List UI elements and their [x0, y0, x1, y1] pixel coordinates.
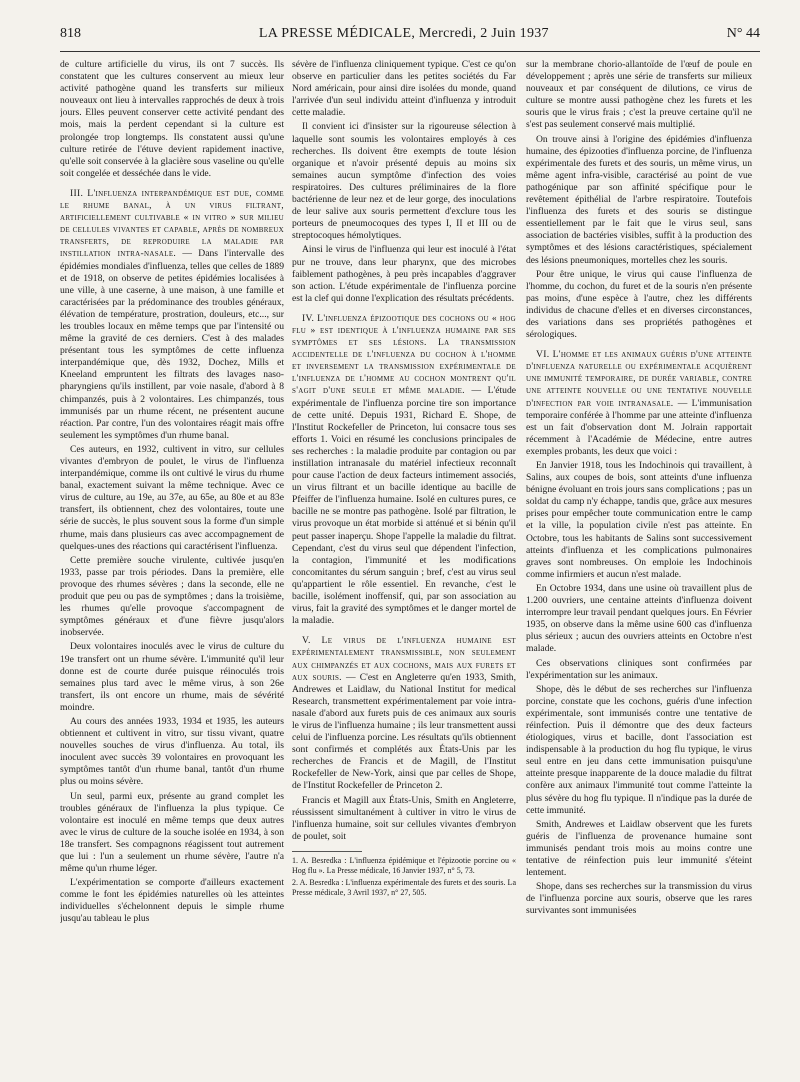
paragraph: Ainsi le virus de l'influenza qui leur est inoculé à l'état pur ne trouve, dans leur pharynx, que des microbes faiblement pathogènes, à peu près incapables d'aggraver son action. L'étude expérimentale de l'influenza porcine est la clef qui donne l'explication des résultats précédents.	[292, 244, 516, 304]
section-heading: III. L'influenza interpandémique est due, comme le rhume banal, à un virus filtrant, artificiellement cultivable « in vitro » sur milieu de cellules vivantes et capable, après de nombreux transferts, de reproduire la maladie par instillation intra-nasale.	[60, 187, 284, 260]
section-body: — Dans l'intervalle des épidémies mondiales d'influenza, telles que celles de 1889 et de 1918, on observe de petites épidémies localisées à une ville, à une caserne, à une maison, à une famille et caractérisées par la prédominance des troubles généraux, élévation de température, prostration, douleurs, etc..., sur les troubles locaux en même temps que par l'intensité ou même la gravité de ces derniers. C'est à des malades présentant tous les symptômes de cette influenza interpandémique que, dès 1932, Dochez, Mills et Kneeland empruntent les filtrats des lavages naso-pharyngiens qu'ils instillent, par voie nasale, d'abord à 8 chimpanzés, puis à 2 volontaires. Les chimpanzés, tous immunisés par un rhume récent, ne présentent aucune réaction. Par contre, l'un des volontaires réagit mais offre seulement les symptômes d'un rhume banal.	[60, 248, 284, 441]
paragraph: Ces auteurs, en 1932, cultivent in vitro, sur cellules vivantes d'embryon de poulet, le virus de l'influenza interpandémique, comme ils ont cultivé le virus du rhume banal, exactement suivant la même technique. Avec ce virus de culture, au 19e, au 37e, au 65e, au 80e et au 83e transfert, ils obtiennent, chez des volontaires, toute une série de succès, le plus souvent sous la forme d'un simple rhume, mais dans plusieurs cas avec accompagnement de quelques-unes des réactions qui caractérisent l'influenza.	[60, 443, 284, 552]
page-number: 818	[60, 26, 81, 41]
paragraph: sur la membrane chorio-allantoïde de l'œuf de poule en développement ; après une série de transferts sur milieux nouveaux et par conséquent de dilutions, ce virus de culture se montre aussi pathogène chez les furets et les souris que le virus frais ; c'est la preuve certaine qu'il ne s'est pas seulement conservé mais multiplié.	[526, 59, 752, 131]
section-body: — C'est en Angleterre qu'en 1933, Smith, Andrewes et Laidlaw, du National Institut for medical Research, transmettent expérimentalement par voie intra-nasale d'abord aux furets puis de ces animaux aux souris le virus de l'influenza humaine ; ils leur transmettent aussi celui de l'influenza porcine. Les résultats qu'ils obtiennent sont confirmés et complétés aux États-Unis par les recherches de Francis et de Magill, de l'Institut Rockefeller de New-York, ainsi que par celles de Shope, de l'Institut Rockefeller de Princeton 2.	[292, 671, 516, 792]
column-3	[526, 59, 752, 1074]
paragraph: Smith, Andrewes et Laidlaw observent que les furets guéris de l'influenza de provenance humaine sont immunisés pendant trois mois au moins contre une tentative de réinfection puis leur immunité s'éteint lentement.	[526, 818, 752, 879]
section-4	[292, 313, 516, 627]
footnote-2: 2. A. Besredka : L'influenza expérimentale des furets et des souris. La Presse médicale, 3 Avril 1937, n° 27, 505.	[292, 877, 516, 897]
page-header	[60, 26, 760, 46]
column-2	[292, 59, 516, 1074]
section-body: — L'étude expérimentale de l'influenza porcine tire son importance de cette unité. Depuis 1931, Richard E. Shope, de l'Institut Rockefeller de Princeton, lui consacre tous ses efforts 1. Voici en résumé les conclusions principales de ses recherches : la maladie produite par contagion ou par instillation intranasale du matériel infectieux reconnaît pour cause l'action de deux facteurs intimement associés, un virus filtrant et un bacille identique au bacille de Pfeiffer de l'influenza humaine. Isolé en cultures pures, ce bacille ne se montre pas pathogène. Isolé par filtration, le virus provoque un état morbide si atténué et si bénin qu'il peut passer inaperçu. Shope l'appelle la maladie du filtrat. Cependant, c'est du virus seul que dépendent l'infection, la contagion, l'immunité et les modifications concomitantes du sérum sanguin ; bref, c'est au virus seul qu'appartient le rôle essentiel. En revanche, c'est le bacille, isolément inoffensif, qui, par son association au virus, fait la gravité des symptômes et le danger mortel de la maladie.	[292, 385, 516, 627]
paragraph: Francis et Magill aux États-Unis, Smith en Angleterre, réussissent simultanément à cultiver in vitro le virus de l'influenza humaine, soit sur cellules vivantes d'embryon de poulet, soit	[292, 794, 516, 842]
paragraph: L'expérimentation se comporte d'ailleurs exactement comme le font les épidémies naturelles où les atteintes individuelles s'échelonnent depuis le simple rhume jusqu'au tableau le plus	[60, 877, 284, 925]
paragraph: Deux volontaires inoculés avec le virus de culture du 19e transfert ont un rhume sévère. L'immunité qu'il leur donne est de courte durée puisque réinoculés trois semaines plus tard avec le même virus, à son 26e transfert, ils ont encore un rhume, mais de sévérité moindre.	[60, 641, 284, 713]
paragraph: Ces observations cliniques sont confirmées par l'expérimentation sur les animaux.	[526, 657, 752, 681]
paragraph: Au cours des années 1933, 1934 et 1935, les auteurs obtiennent et cultivent in vitro, sur tissu vivant, quatre nouvelles souches de virus d'influenza. Au total, ils inoculent avec succès 39 volontaires en provoquant les symptômes tantôt d'un rhume banal, tantôt d'un rhume plus ou moins sévère.	[60, 715, 284, 788]
header-rule	[60, 51, 760, 52]
paragraph: On trouve ainsi à l'origine des épidémies d'influenza humaine, des épizooties d'influenza porcine, de l'influenza expérimentale des furets et des souris, un même virus, un même agent infra-visible, caractérisé au point de vue pathogénique par son affinité spécifique pour le revêtement épithélial de l'arbre respiratoire. Toutefois l'influenza des furets et des souris se distingue essentiellement par le fait que le virus seul, sans association de bactéries visibles, suffit à la production des symptômes et des lésions caractéristiques, spécialement des lésions pneumoniques, mortelles chez les souris.	[526, 133, 752, 266]
paragraph: Un seul, parmi eux, présente au grand complet les troubles généraux de l'influenza la plus typique. Ce volontaire est inoculé en même temps que deux autres avec le virus de culture de la souche isolée en 1934, à son 18e transfert. Ses compagnons réagissent tout autrement que lui : l'un a seulement un rhume sévère, l'autre n'a même qu'un rhume léger.	[60, 790, 284, 875]
paragraph: Il convient ici d'insister sur la rigoureuse sélection à laquelle sont soumis les volontaires employés à ces recherches. Ils doivent être exempts de toute lésion organique et n'avoir présenté depuis au moins six semaines aucun symptôme d'infection des voies respiratoires. Des cultures préliminaires de la flore bactérienne de leur nez et de leur gorge, des inoculations de leur salive aux souris permettent d'exclure tous les porteurs de pneumocoques des types I, II et III ou de streptocoques hémolytiques.	[292, 121, 516, 242]
paragraph: Shope, dès le début de ses recherches sur l'influenza porcine, constate que les cochons, guéris d'une infection expérimentale, sont immunisés contre une tentative de réinfection. Puis il démontre que des deux facteurs étiologiques, virus et bacille, dont l'association est indispensable à la production du hog flu typique, le virus seul entre en jeu dans cette immunisation puisqu'une atteinte presque inapparente de la douce maladie du filtrat confère aux animaux l'immunité tout comme l'atteinte la plus sévère du hog flu typique. Il n'indique pas la durée de cette immunité.	[526, 683, 752, 816]
column-1	[60, 59, 284, 1074]
section-heading: IV. L'influenza épizootique des cochons ou « hog flu » est identique à l'influenza humaine par ses symptômes et ses lésions. La transmission accidentelle de l'influenza du cochon à l'homme et inversement la transmission expérimentale de l'influenza de l'homme au cochon montrent qu'il s'agit d'une seule et même maladie.	[292, 312, 516, 397]
journal-title: LA PRESSE MÉDICALE, Mercredi, 2 Juin 1937	[258, 26, 549, 41]
section-5	[292, 635, 516, 792]
paragraph: Pour être unique, le virus qui cause l'influenza de l'homme, du cochon, du furet et de la souris n'en présente pas moins, d'une espèce à l'autre, chez les différents individus de chacune d'elles et en diverses circonstances, des variations dans ses propriétés pathogènes et sérologiques.	[526, 268, 752, 341]
issue-number: N° 44	[726, 26, 760, 41]
section-3	[60, 188, 284, 442]
paragraph: Cette première souche virulente, cultivée jusqu'en 1933, passe par trois périodes. Dans la première, elle provoque des rhumes sévères ; dans la seconde, elle ne produit que peu ou pas de symptômes ; dans la troisième, les rhumes qu'elle provoque s'accompagnent de symptômes généraux et d'une fièvre jusqu'alors inobservée.	[60, 554, 284, 639]
footnote-1: 1. A. Besredka : L'influenza épidémique et l'épizootie porcine ou « Hog flu ». La Presse médicale, 16 Janvier 1937, n° 5, 73.	[292, 855, 516, 875]
section-6	[526, 349, 752, 458]
section-body: — L'immunisation temporaire conférée à l'homme par une atteinte d'influenza est un fait d'observation dont M. Jolrain rapportait récemment à l'Académie de Médecine, entre autres exemples probants, les deux que voici :	[526, 397, 752, 457]
paragraph: Shope, dans ses recherches sur la transmission du virus de l'influenza porcine aux souris, observe que les rares survivantes sont immunisées	[526, 881, 752, 917]
paragraph: En Janvier 1918, tous les Indochinois qui travaillent, à Salins, aux coupes de bois, sont atteints d'une influenza bénigne évoluant en trois jours sans complications ; pas un soldat du camp n'y échappe, tandis que, grâce aux mesures prises pour empêcher toute communication entre le camp et la ville, la population civile n'est pas atteinte. En Octobre, tous les habitants de Salins sont successivement atteints d'influenza et les complications pulmonaires graves sont nombreuses. On emploie les Indochinois comme infirmiers et aucun n'est malade.	[526, 460, 752, 580]
paragraph: de culture artificielle du virus, ils ont 7 succès. Ils constatent que les cultures conservent au mieux leur activité pathogène quand les transferts sur milieux nouveaux ont lieu à intervalles rapprochés de deux à trois jours. Elles peuvent conserver cette activité pendant des mois, mais la perdent cependant si la culture est prolongée trop longtemps. Ils constatent aussi qu'une culture retirée de l'étuve devient rapidement inactive, qu'elle soit conservée à la glacière sous vaseline ou qu'elle soit congelée et desséchée dans le vide.	[60, 59, 284, 179]
section-heading: VI. L'homme et les animaux guéris d'une atteinte d'influenza naturelle ou expérimentale acquièrent une immunité temporaire, de durée variable, contre une atteinte nouvelle ou une tentative nouvelle d'infection par voie intranasale.	[526, 349, 752, 409]
footnote-rule	[292, 851, 362, 852]
paragraph: sévère de l'influenza cliniquement typique. C'est ce qu'on observe en particulier dans les petites sociétés du Far Nord américain, pour ainsi dire isolées du monde, quand l'arrivée d'un seul individu atteint d'influenza y introduit cette maladie.	[292, 59, 516, 119]
section-heading: V. Le virus de l'influenza humaine est expérimentalement transmissible, non seulement aux chimpanzés et aux cochons, mais aux furets et aux souris.	[292, 635, 516, 683]
paragraph: En Octobre 1934, dans une usine où travaillent plus de 1.200 ouvriers, une centaine atteints d'influenza doivent interrompre leur travail pendant quelques jours. En Février 1935, on observe dans la même usine 600 cas d'influenza plus sérieux ; aucun des ouvriers atteints en Octobre n'est malade.	[526, 582, 752, 655]
